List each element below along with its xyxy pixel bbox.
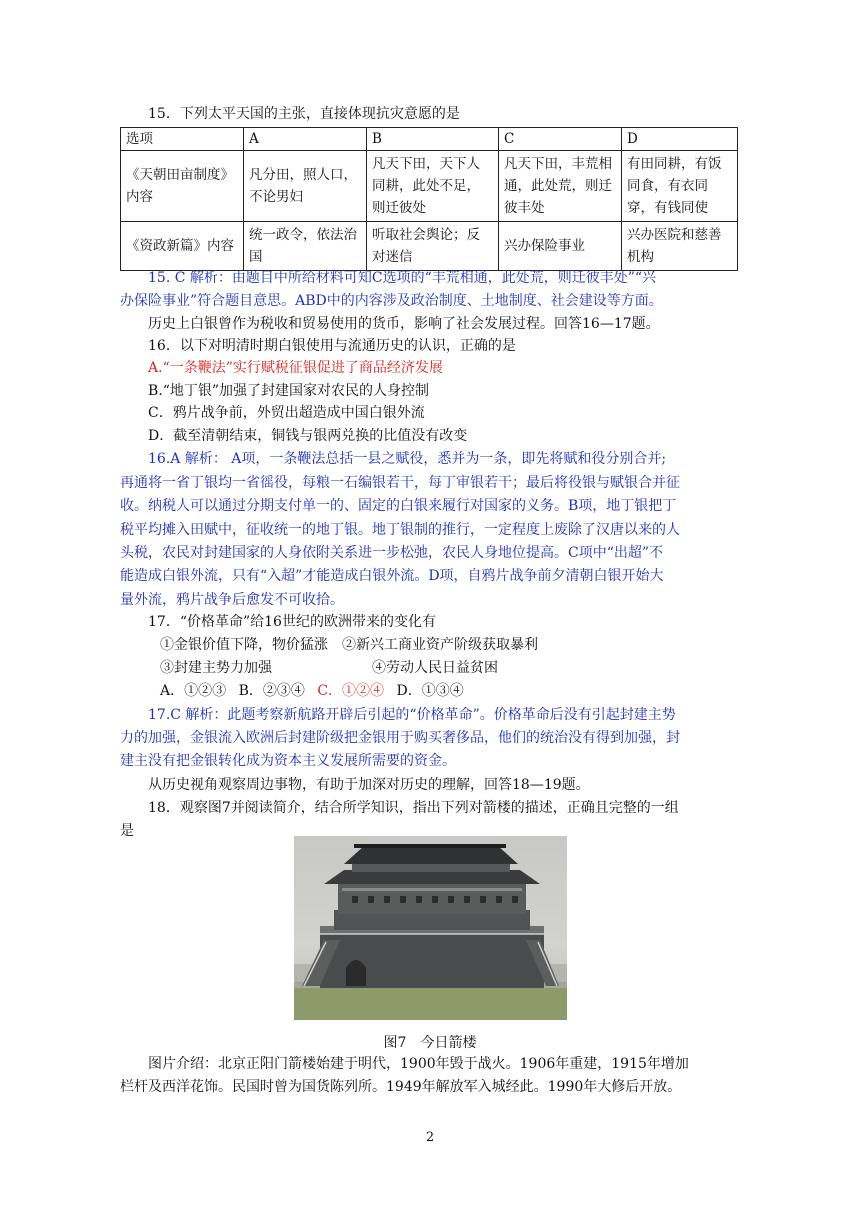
q17-answer-line: 17.C 解析：此题考察新航路开辟后引起的“价格革命”。价格革命后没有引起封建主势 xyxy=(148,707,676,723)
q17-answer-line: 建主没有把金银转化成为资本主义发展所需要的资金。 xyxy=(120,753,456,769)
q17-choice-c: C．①②④ xyxy=(317,683,385,699)
q17-choice-a: A．①②③ xyxy=(160,683,227,699)
table-header-row xyxy=(121,128,738,151)
row-label: 《资政新篇》内容 xyxy=(121,222,244,271)
q17-answer-line: 力的加强，金银流入欧洲后封建阶级把金银用于购买奢侈品，他们的统治没有得到加强，封 xyxy=(120,730,680,746)
table-row xyxy=(121,151,738,222)
q17-choice-d: D．①③④ xyxy=(396,683,464,699)
q17-choices xyxy=(160,681,464,701)
intro-18-19: 从历史视角观察周边事物，有助于加深对历史的理解，回答18—19题。 xyxy=(148,777,590,793)
q17-item-3: ③封建主势力加强 xyxy=(160,660,272,676)
figure-caption: 图7 今日箭楼 xyxy=(383,1035,477,1051)
q16-answer-line: 量外流，鸦片战争后愈发不可收拾。 xyxy=(120,592,344,608)
q15-answer-line: 15. C 解析：由题目中所给材料可知C选项的“丰荒相通，此处荒，则迁彼丰处”“兴 xyxy=(148,270,657,286)
q15-answer-line: 办保险事业”符合题目意思。ABD中的内容涉及政治制度、土地制度、社会建设等方面。 xyxy=(120,293,663,309)
q16-answer-line: 能造成白银外流，只有“入超”才能造成白银外流。D项，自鸦片战争前夕清朝白银开始大 xyxy=(120,568,664,584)
q16-answer-line: 再通将一省丁银均一省徭役，每粮一石编银若干，每丁审银若干；最后将役银与赋银合并征 xyxy=(120,475,680,491)
table-header-cell: C xyxy=(499,128,622,151)
table-cell: 兴办保险事业 xyxy=(499,222,622,271)
q16-answer-line: 16.A 解析： A项，一条鞭法总括一县之赋役，悉并为一条，即先将赋和役分别合并; xyxy=(148,451,667,467)
q18-stem-cont: 是 xyxy=(120,823,134,839)
intro-16-17: 历史上白银曾作为税收和贸易使用的货币，影响了社会发展过程。回答16—17题。 xyxy=(148,316,660,332)
q16-option-a: A.“一条鞭法”实行赋税征银促进了商品经济发展 xyxy=(148,360,443,376)
q17-items: ①金银价值下降，物价猛涨 ②新兴工商业资产阶级获取暴利 xyxy=(160,637,538,653)
table-row xyxy=(121,222,738,271)
q16-option-d: D．截至清朝结束，铜钱与银两兑换的比值没有改变 xyxy=(148,428,468,444)
q15-stem: 15．下列太平天国的主张，直接体现抗灾意愿的是 xyxy=(148,106,460,122)
table-header-cell: 选项 xyxy=(121,128,244,151)
q18-intro-line: 图片介绍：北京正阳门箭楼始建于明代，1900年毁于战火。1906年重建，1915年增加 xyxy=(148,1056,689,1072)
table-header-cell: B xyxy=(367,128,499,151)
table-cell: 凡天下田，天下人同耕，此处不足，则迁彼处 xyxy=(367,151,499,222)
arrow-tower-photo xyxy=(294,836,567,1020)
q18-stem: 18．观察图7并阅读简介，结合所学知识，指出下列对箭楼的描述，正确且完整的一组 xyxy=(148,800,679,816)
q16-answer-line: 头税，农民对封建国家的人身依附关系进一步松弛，农民人身地位提高。C项中“出超”不 xyxy=(120,545,664,561)
table-header-cell: D xyxy=(622,128,738,151)
table-cell: 听取社会舆论；反对迷信 xyxy=(367,222,499,271)
table-cell: 统一政令，依法治国 xyxy=(244,222,367,271)
q18-intro-line: 栏杆及西洋花饰。民国时曾为国货陈列所。1949年解放军入城经此。1990年大修后开放。 xyxy=(120,1079,682,1095)
q16-answer-line: 收。纳税人可以通过分期支付单一的、固定的白银来履行对国家的义务。B项，地丁银把丁 xyxy=(120,498,677,514)
table-header-cell: A xyxy=(244,128,367,151)
q16-option-b: B.“地丁银”加强了封建国家对农民的人身控制 xyxy=(148,383,430,399)
q16-stem: 16．以下对明清时期白银使用与流通历史的认识，正确的是 xyxy=(148,338,516,354)
table-cell: 凡分田，照人口，不论男妇 xyxy=(244,151,367,222)
q17-item-4: ④劳动人民日益贫困 xyxy=(372,660,498,676)
q16-answer-line: 税平均摊入田赋中，征收统一的地丁银。地丁银制的推行，一定程度上废除了汉唐以来的人 xyxy=(120,522,680,538)
row-label: 《天朝田亩制度》内容 xyxy=(121,151,244,222)
q15-options-table xyxy=(120,127,738,271)
table-cell: 兴办医院和慈善机构 xyxy=(622,222,738,271)
q16-option-c: C．鸦片战争前，外贸出超造成中国白银外流 xyxy=(148,405,425,421)
table-cell: 凡天下田，丰荒相通，此处荒，则迁彼丰处 xyxy=(499,151,622,222)
q17-choice-b: B．②③④ xyxy=(238,683,305,699)
page-number: 2 xyxy=(425,1130,435,1145)
table-cell: 有田同耕，有饭同食，有衣同穿，有钱同使 xyxy=(622,151,738,222)
q17-stem: 17．“价格革命”给16世纪的欧洲带来的变化有 xyxy=(148,614,436,630)
